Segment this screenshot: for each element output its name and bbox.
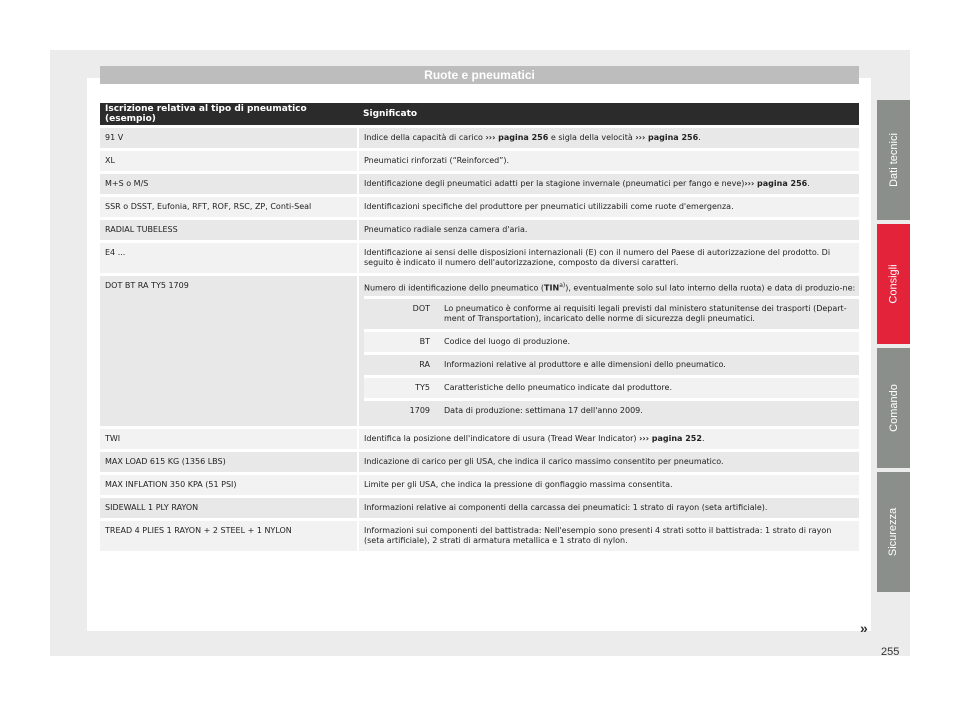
sub-code: RA xyxy=(364,353,438,376)
tire-markings-table xyxy=(100,103,859,551)
tab-consigli[interactable] xyxy=(877,224,910,344)
sub-text: Codice del luogo di produzione. xyxy=(438,330,859,353)
meaning-cell: Indicazione di carico per gli USA, che indica il carico massimo consentito per pneumatico. xyxy=(358,450,859,473)
marking-cell: M+S o M/S xyxy=(100,173,358,196)
meaning-text: . xyxy=(807,179,810,188)
table-row xyxy=(100,450,859,473)
continue-arrow-icon: » xyxy=(860,620,868,636)
meaning-cell: Identificazione ai sensi delle disposizioni internazionali (E) con il numero del Paese di autorizzazione del prodotto. Di seguito è indicato il numero dell'autorizzazione, composto da diversi caratteri. xyxy=(358,242,859,275)
sub-row xyxy=(364,297,859,330)
marking-cell: E4 ... xyxy=(100,242,358,275)
table-row xyxy=(100,427,859,450)
sub-row xyxy=(364,330,859,353)
tab-dati-tecnici[interactable] xyxy=(877,100,910,220)
meaning-cell xyxy=(358,275,859,428)
section-title: Ruote e pneumatici xyxy=(100,66,859,84)
table-header-row xyxy=(100,103,859,127)
meaning-cell: Informazioni sui componenti del battistrada: Nell'esempio sono presenti 4 strati sotto il battistrada: 1 strato di rayon (seta artificiale), 2 strati di armatura metallica e 1 strato di nylon. xyxy=(358,519,859,551)
column-header-meaning: Significato xyxy=(358,103,859,127)
table-row xyxy=(100,496,859,519)
marking-cell: DOT BT RA TY5 1709 xyxy=(100,275,358,428)
dot-intro xyxy=(364,281,859,294)
marking-cell: SIDEWALL 1 PLY RAYON xyxy=(100,496,358,519)
table-row xyxy=(100,473,859,496)
meaning-cell xyxy=(358,127,859,150)
column-header-example: Iscrizione relativa al tipo di pneumatico (esempio) xyxy=(100,103,358,127)
sub-row xyxy=(364,376,859,399)
meaning-cell: Limite per gli USA, che indica la pressione di gonfiaggio massima consentita. xyxy=(358,473,859,496)
marking-cell: TWI xyxy=(100,427,358,450)
meaning-text: Identifica la posizione dell'indicatore di usura (Tread Wear Indicator) xyxy=(364,433,640,443)
meaning-text: Numero di identificazione dello pneumatico ( xyxy=(364,283,545,293)
sub-text: Informazioni relative al produttore e alle dimensioni dello pneumatico. xyxy=(438,353,859,376)
table-row xyxy=(100,219,859,242)
marking-cell: XL xyxy=(100,150,358,173)
marking-cell: RADIAL TUBELESS xyxy=(100,219,358,242)
marking-cell: 91 V xyxy=(100,127,358,150)
marking-cell: MAX LOAD 615 KG (1356 LBS) xyxy=(100,450,358,473)
meaning-text: . xyxy=(701,433,705,443)
meaning-text: Identificazione degli pneumatici adatti per la stagione invernale (pneumatici per fango e neve) xyxy=(364,179,745,188)
table-row xyxy=(100,242,859,275)
tin-label: TIN xyxy=(544,283,560,293)
tab-comando[interactable] xyxy=(877,348,910,468)
sub-row xyxy=(364,353,859,376)
page-link[interactable]: ››› pagina 256 xyxy=(744,179,808,188)
page-link[interactable]: ››› pagina 256 xyxy=(485,133,549,142)
page-link[interactable]: ››› pagina 252 xyxy=(639,433,702,443)
page-number: 255 xyxy=(881,646,900,658)
sub-code: 1709 xyxy=(364,399,438,421)
sub-row xyxy=(364,399,859,421)
table-row xyxy=(100,519,859,551)
sub-code: BT xyxy=(364,330,438,353)
meaning-text: Indice della capacità di carico xyxy=(364,133,486,142)
meaning-cell xyxy=(358,427,859,450)
footnote-marker: a) xyxy=(559,282,566,289)
sub-code: DOT xyxy=(364,297,438,330)
tab-label: Consigli xyxy=(887,264,900,304)
sub-code: TY5 xyxy=(364,376,438,399)
dot-breakdown-table xyxy=(364,296,859,421)
meaning-cell: Pneumatici rinforzati (“Reinforced”). xyxy=(358,150,859,173)
table-row xyxy=(100,127,859,150)
table-row xyxy=(100,196,859,219)
marking-cell: TREAD 4 PLIES 1 RAYON + 2 STEEL + 1 NYLON xyxy=(100,519,358,551)
meaning-text: e sigla della velocità xyxy=(548,133,636,142)
page-link[interactable]: ››› pagina 256 xyxy=(635,133,699,142)
table-row xyxy=(100,173,859,196)
meaning-text: . xyxy=(698,133,701,142)
meaning-text: ), eventualmente solo sul lato interno della ruota) e data di produzio-ne: xyxy=(565,283,856,293)
sub-text: Data di produzione: settimana 17 dell'anno 2009. xyxy=(438,399,859,421)
marking-cell: MAX INFLATION 350 KPA (51 PSI) xyxy=(100,473,358,496)
meaning-cell: Pneumatico radiale senza camera d'aria. xyxy=(358,219,859,242)
marking-cell: SSR o DSST, Eufonia, RFT, ROF, RSC, ZP, Conti-Seal xyxy=(100,196,358,219)
table-row xyxy=(100,150,859,173)
meaning-cell: Informazioni relative ai componenti della carcassa dei pneumatici: 1 strato di rayon (seta artificiale). xyxy=(358,496,859,519)
tab-label: Sicurezza xyxy=(887,507,900,557)
tab-label: Comando xyxy=(887,384,900,432)
tab-label: Dati tecnici xyxy=(887,133,900,187)
table-row-dot xyxy=(100,275,859,428)
sub-text: Lo pneumatico è conforme ai requisiti legali previsti dal ministero statunitense dei trasporti (Depart-ment of Transportation), incaricato delle norme di sicurezza degli pneumatici. xyxy=(438,297,859,330)
meaning-cell: Identificazioni specifiche del produttore per pneumatici utilizzabili come ruote d'emergenza. xyxy=(358,196,859,219)
tab-sicurezza[interactable] xyxy=(877,472,910,592)
sub-text: Caratteristiche dello pneumatico indicate dal produttore. xyxy=(438,376,859,399)
meaning-cell xyxy=(358,173,859,196)
